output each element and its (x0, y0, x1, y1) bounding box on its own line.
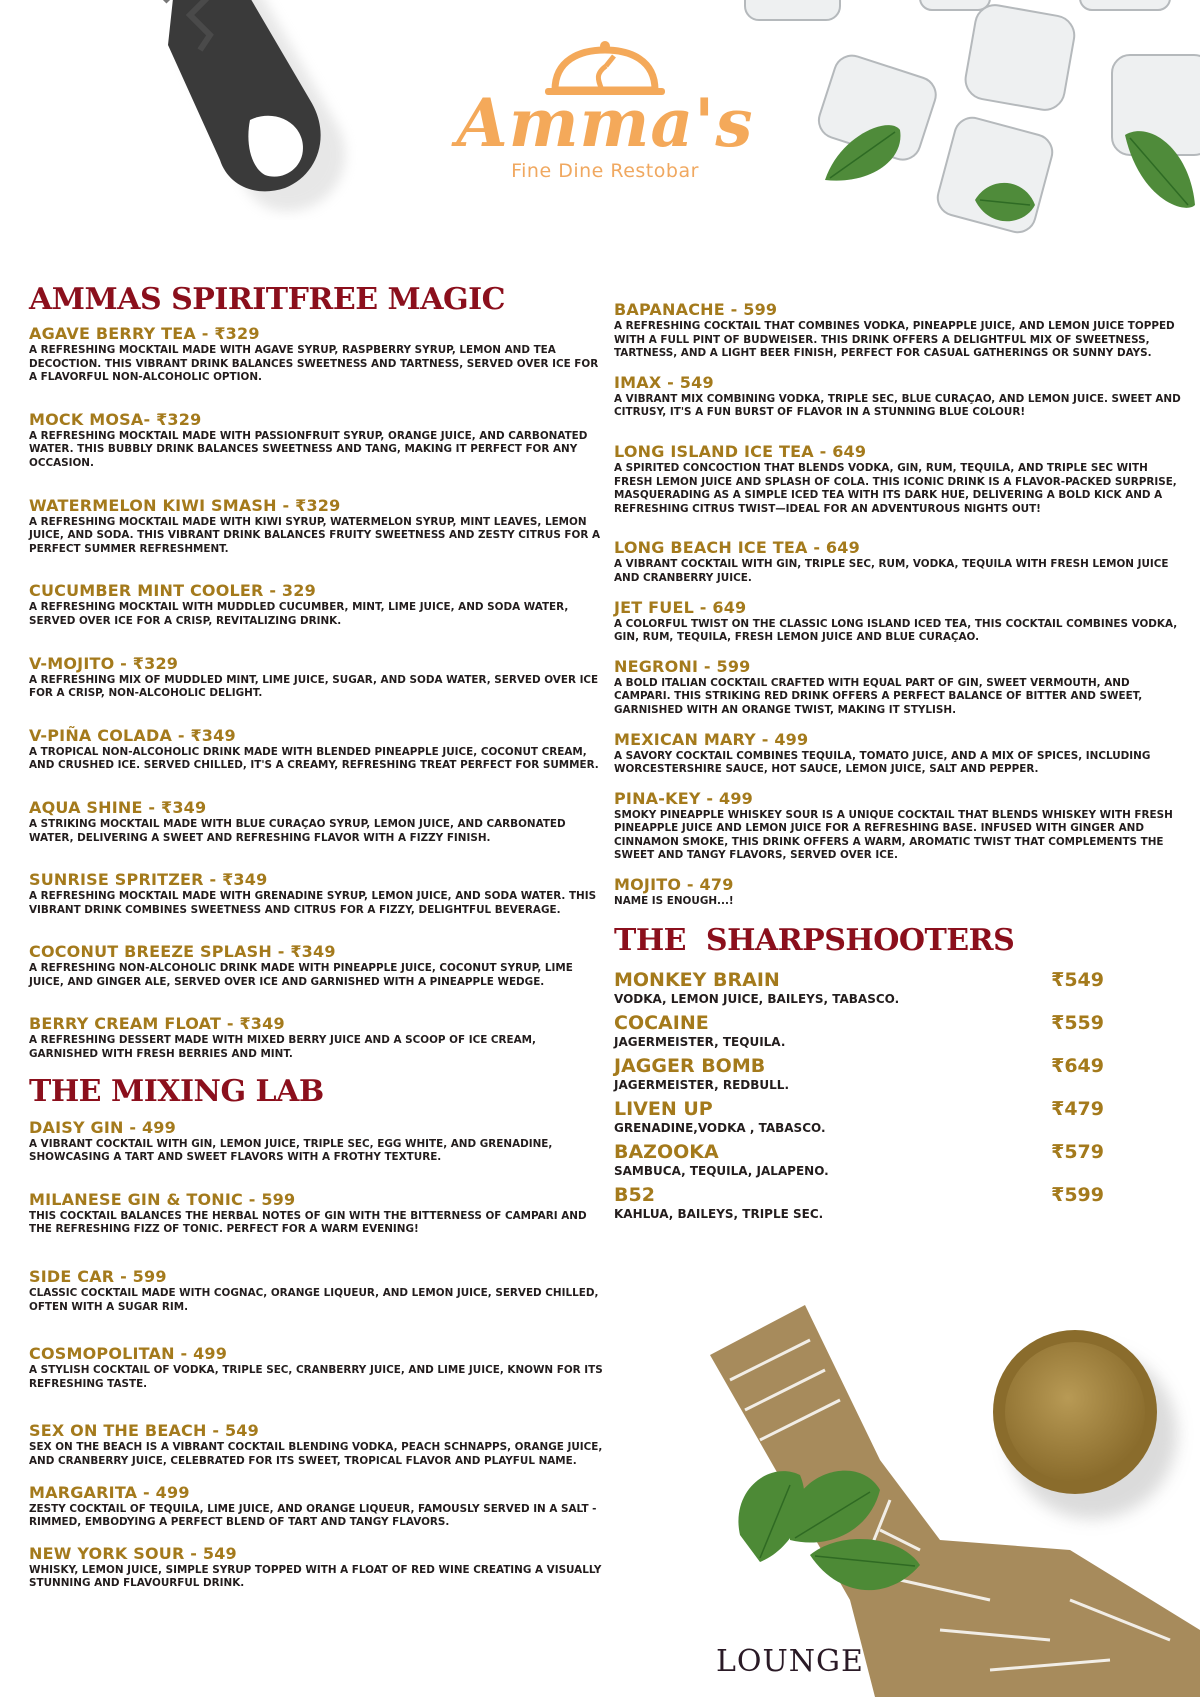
menu-item (614, 657, 1184, 718)
item-name: MOCK MOSA- ₹329 (29, 409, 202, 429)
menu-item (614, 875, 1184, 909)
item-description: A REFRESHING COCKTAIL THAT COMBINES VODKA, PINEAPPLE JUICE, AND LEMON JUICE TOPPED WITH A FULL PINT OF BUDWEISER. THIS DRINK OFFERS A DELIGHTFUL MIX OF SWEETNESS, TARTNESS, AND A LIGHT BEER FINISH, PERFECT FOR CASUAL GATHERINGS OR SUNNY DAYS. (614, 320, 1175, 360)
item-description: SEX ON THE BEACH IS A VIBRANT COCKTAIL BLENDING VODKA, PEACH SCHNAPPS, ORANGE JUICE, AND CRANBERRY JUICE, CELEBRATED FOR ITS SWEET, TROPICAL FLAVOR AND PLAYFUL NAME. (29, 1441, 603, 1467)
item-description: A REFRESHING MOCKTAIL MADE WITH PASSIONFRUIT SYRUP, ORANGE JUICE, AND CARBONATED WATER. THIS BUBBLY DRINK BALANCES SWEETNESS AND TANG, MAKING IT PERFECT FOR ANY OCCASION. (29, 429, 588, 469)
logo-name: Amma's (456, 84, 754, 162)
shooter-description: JAGERMEISTER, REDBULL. (614, 1077, 790, 1092)
menu-item (29, 581, 604, 628)
item-description: A REFRESHING MOCKTAIL WITH MUDDLED CUCUMBER, MINT, LIME JUICE, AND SODA WATER, SERVED OVER ICE FOR A CRISP, REVITALIZING DRINK. (29, 601, 569, 627)
left-column (29, 282, 604, 1591)
item-name: V-MOJITO - ₹329 (29, 653, 179, 673)
item-name: MEXICAN MARY - 499 (614, 729, 809, 749)
item-description: A TROPICAL NON-ALCOHOLIC DRINK MADE WITH BLENDED PINEAPPLE JUICE, COCONUT CREAM, AND CRUSHED ICE. SERVED CHILLED, IT'S A CREAMY, REFRESHING TREAT PERFECT FOR SUMMER. (29, 745, 599, 772)
item-name: LONG BEACH ICE TEA - 649 (614, 538, 860, 558)
item-description: A SPIRITED CONCOCTION THAT BLENDS VODKA, GIN, RUM, TEQUILA, AND TRIPLE SEC WITH FRESH LEMON JUICE AND SPLASH OF COLA. THIS ICONIC DRINK IS A FLAVOR-PACKED SURPRISE, MASQUERADING AS A SIMPLE ICED TEA WITH ITS DARK HUE, DELIVERING A BOLD KICK AND A REFRESHING CITRUS TWIST—IDEAL FOR AN ADVENTUROUS NIGHTS OUT! (614, 461, 1177, 515)
menu-item (29, 1483, 604, 1530)
menu-item (614, 598, 1184, 645)
menu-item (29, 1421, 604, 1468)
item-description: CLASSIC COCKTAIL MADE WITH COGNAC, ORANGE LIQUEUR, AND LEMON JUICE, SERVED CHILLED, OFTEN WITH A SUGAR RIM. (29, 1287, 599, 1313)
menu-item (29, 654, 604, 701)
item-name: MILANESE GIN & TONIC - 599 (29, 1189, 296, 1209)
item-name: BAPANACHE - 599 (614, 300, 778, 319)
item-description: A COLORFUL TWIST ON THE CLASSIC LONG ISLAND ICED TEA, THIS COCKTAIL COMBINES VODKA, GIN, RUM, TEQUILA, FRESH LEMON JUICE AND BLUE CURAÇAO. (614, 617, 1178, 644)
item-name: IMAX - 549 (614, 372, 714, 392)
shooter-price: ₹559 (1051, 1011, 1104, 1034)
item-description: A STRIKING MOCKTAIL MADE WITH BLUE CURAÇAO SYRUP, LEMON JUICE, AND CARBONATED WATER, DELIVERING A SWEET AND REFRESHING FLAVOR WITH A FIZZY FINISH. (29, 817, 566, 844)
shooter-name: BAZOOKA (614, 1140, 719, 1163)
shooter-price: ₹479 (1051, 1097, 1104, 1120)
menu-item (614, 730, 1184, 777)
menu-item (29, 1118, 604, 1165)
item-name: COCONUT BREEZE SPLASH - ₹349 (29, 942, 336, 962)
shooter-description: JAGERMEISTER, TEQUILA. (614, 1034, 786, 1049)
item-description: A REFRESHING MIX OF MUDDLED MINT, LIME JUICE, SUGAR, AND SODA WATER, SERVED OVER ICE FOR A CRISP, NON-ALCOHOLIC DELIGHT. (29, 673, 599, 700)
shooter-item (614, 969, 1184, 1007)
section-title-mixing-lab: THE MIXING LAB (29, 1073, 324, 1109)
menu-item (29, 1190, 604, 1237)
item-description: NAME IS ENOUGH...! (614, 895, 734, 908)
item-name: SEX ON THE BEACH - 549 (29, 1421, 259, 1441)
item-name: JET FUEL - 649 (614, 597, 747, 617)
menu-item (29, 496, 604, 557)
shooter-description: GRENADINE,VODKA , TABASCO. (614, 1120, 826, 1135)
item-name: DAISY GIN - 499 (29, 1117, 176, 1137)
item-name: MARGARITA - 499 (29, 1482, 190, 1502)
item-name: COSMOPOLITAN - 499 (29, 1344, 228, 1364)
shooter-item (614, 1098, 1184, 1136)
menu-item (29, 942, 604, 989)
shooter-description: SAMBUCA, TEQUILA, JALAPENO. (614, 1163, 829, 1178)
item-description: A SAVORY COCKTAIL COMBINES TEQUILA, TOMATO JUICE, AND A MIX OF SPICES, INCLUDING WORCESTERSHIRE SAUCE, HOT SAUCE, LEMON JUICE, SALT AND PEPPER. (614, 749, 1151, 776)
item-name: SUNRISE SPRITZER - ₹349 (29, 870, 268, 890)
item-description: A STYLISH COCKTAIL OF VODKA, TRIPLE SEC, CRANBERRY JUICE, AND LIME JUICE, KNOWN FOR ITS REFRESHING TASTE. (29, 1364, 603, 1390)
item-description: A REFRESHING MOCKTAIL MADE WITH GRENADINE SYRUP, LEMON JUICE, AND SODA WATER. THIS VIBRANT DRINK COMBINES SWEETNESS AND CITRUS FOR A FIZZY, DELIGHTFUL BEVERAGE. (29, 890, 597, 916)
item-name: NEGRONI - 599 (614, 656, 751, 676)
logo-tagline: Fine Dine Restobar (511, 160, 699, 182)
section-title-sharpshooters: THE SHARPSHOOTERS (614, 922, 1015, 958)
item-name: PINA-KEY - 499 (614, 788, 753, 808)
item-description: ZESTY COCKTAIL OF TEQUILA, LIME JUICE, AND ORANGE LIQUEUR, FAMOUSLY SERVED IN A SALT - RIMMED, EMBODYING A PERFECT BLEND OF TART AND TANGY FLAVORS. (29, 1502, 597, 1529)
menu-item (29, 870, 604, 917)
menu-item (29, 1344, 604, 1391)
shooter-description: VODKA, LEMON JUICE, BAILEYS, TABASCO. (614, 991, 900, 1006)
item-name: CUCUMBER MINT COOLER - 329 (29, 581, 316, 601)
item-description: A VIBRANT COCKTAIL WITH GIN, TRIPLE SEC, RUM, VODKA, TEQUILA WITH FRESH LEMON JUICE AND CRANBERRY JUICE. (614, 558, 1169, 584)
item-name: MOJITO - 479 (614, 875, 734, 895)
item-description: A VIBRANT COCKTAIL WITH GIN, LEMON JUICE, TRIPLE SEC, EGG WHITE, AND GRENADINE, SHOWCASING A TART AND SWEET FLAVORS WITH A FROTHY TEXTURE. (29, 1137, 553, 1164)
menu-item (614, 300, 1184, 361)
menu-item (614, 442, 1184, 516)
item-description: SMOKY PINEAPPLE WHISKEY SOUR IS A UNIQUE COCKTAIL THAT BLENDS WHISKEY WITH FRESH PINEAPPLE JUICE AND LEMON JUICE FOR A REFRESHING BASE. INFUSED WITH GINGER AND CINNAMON SMOKE, THIS DRINK OFFERS A WARM, AROMATIC TWIST THAT COMPLEMENTS THE SWEET AND TANGY FLAVORS, SERVED OVER ICE. (614, 808, 1173, 862)
shooter-description: KAHLUA, BAILEYS, TRIPLE SEC. (614, 1206, 824, 1221)
item-description: A REFRESHING NON-ALCOHOLIC DRINK MADE WITH PINEAPPLE JUICE, COCONUT SYRUP, LIME JUICE, AND GINGER ALE, SERVED OVER ICE AND GARNISHED WITH A PINEAPPLE WEDGE. (29, 962, 573, 988)
ice-cubes-image (730, 0, 1200, 260)
item-description: WHISKY, LEMON JUICE, SIMPLE SYRUP TOPPED WITH A FLOAT OF RED WINE CREATING A VISUALLY STUNNING AND FLAVOURFUL DRINK. (29, 1563, 602, 1590)
shooter-item (614, 1184, 1184, 1222)
bottle-illustration (690, 1300, 1200, 1697)
item-name: AGAVE BERRY TEA - ₹329 (29, 324, 260, 343)
menu-item (29, 324, 604, 385)
menu-item (614, 373, 1184, 420)
shooter-item (614, 1012, 1184, 1050)
item-description: A REFRESHING DESSERT MADE WITH MIXED BERRY JUICE AND A SCOOP OF ICE CREAM, GARNISHED WITH FRESH BERRIES AND MINT. (29, 1034, 536, 1061)
item-description: A REFRESHING MOCKTAIL MADE WITH KIWI SYRUP, WATERMELON SYRUP, MINT LEAVES, LEMON JUICE, AND SODA. THIS VIBRANT DRINK BALANCES FRUITY SWEETNESS AND ZESTY CITRUS FOR A PERFECT SUMMER REFRESHMENT. (29, 515, 601, 555)
item-description: A REFRESHING MOCKTAIL MADE WITH AGAVE SYRUP, RASPBERRY SYRUP, LEMON AND TEA DECOCTION. THIS VIBRANT DRINK BALANCES SWEETNESS AND TARTNESS, SERVED OVER ICE FOR A FLAVORFUL NON-ALCOHOLIC OPTION. (29, 344, 599, 384)
shooter-price: ₹599 (1051, 1183, 1104, 1206)
shooter-price: ₹579 (1051, 1140, 1104, 1163)
shooter-name: LIVEN UP (614, 1097, 713, 1120)
item-name: BERRY CREAM FLOAT - ₹349 (29, 1014, 285, 1034)
shooter-name: JAGGER BOMB (614, 1054, 766, 1077)
menu-item (29, 798, 604, 845)
menu-item (614, 789, 1184, 863)
right-column (614, 300, 1184, 1222)
item-name: AQUA SHINE - ₹349 (29, 797, 207, 817)
shooter-item (614, 1141, 1184, 1179)
item-name: SIDE CAR - 599 (29, 1267, 167, 1287)
item-name: NEW YORK SOUR - 549 (29, 1543, 237, 1563)
lounge-label: LOUNGE (716, 1644, 864, 1679)
menu-item (29, 1267, 604, 1314)
shooter-price: ₹549 (1051, 968, 1104, 991)
item-description: A BOLD ITALIAN COCKTAIL CRAFTED WITH EQUAL PART OF GIN, SWEET VERMOUTH, AND CAMPARI. THIS STRIKING RED DRINK OFFERS A PERFECT BALANCE OF BITTER AND SWEET, GARNISHED WITH AN ORANGE TWIST, MAKING IT STYLISH. (614, 676, 1143, 716)
menu-item (29, 410, 604, 471)
menu-item (29, 1544, 604, 1591)
shooter-name: B52 (614, 1183, 655, 1206)
shooter-item (614, 1055, 1184, 1093)
bottle-opener-image (60, 0, 360, 220)
item-description: A VIBRANT MIX COMBINING VODKA, TRIPLE SEC, BLUE CURAÇAO, AND LEMON JUICE. SWEET AND CITRUSY, IT'S A FUN BURST OF FLAVOR IN A STUNNING BLUE COLOUR! (614, 392, 1181, 419)
item-name: V-PIÑA COLADA - ₹349 (29, 725, 236, 745)
shooter-name: MONKEY BRAIN (614, 968, 780, 991)
shooter-price: ₹649 (1051, 1054, 1104, 1077)
menu-item (29, 726, 604, 773)
item-name: LONG ISLAND ICE TEA - 649 (614, 441, 867, 461)
menu-item (29, 1014, 604, 1061)
restaurant-logo (455, 40, 755, 210)
item-description: THIS COCKTAIL BALANCES THE HERBAL NOTES OF GIN WITH THE BITTERNESS OF CAMPARI AND THE REFRESHING FIZZ OF TONIC. PERFECT FOR A WARM EVENING! (29, 1209, 587, 1236)
menu-item (614, 538, 1184, 585)
shooter-name: COCAINE (614, 1011, 709, 1034)
item-name: WATERMELON KIWI SMASH - ₹329 (29, 495, 341, 515)
section-title-spiritfree: AMMAS SPIRITFREE MAGIC (29, 282, 506, 317)
